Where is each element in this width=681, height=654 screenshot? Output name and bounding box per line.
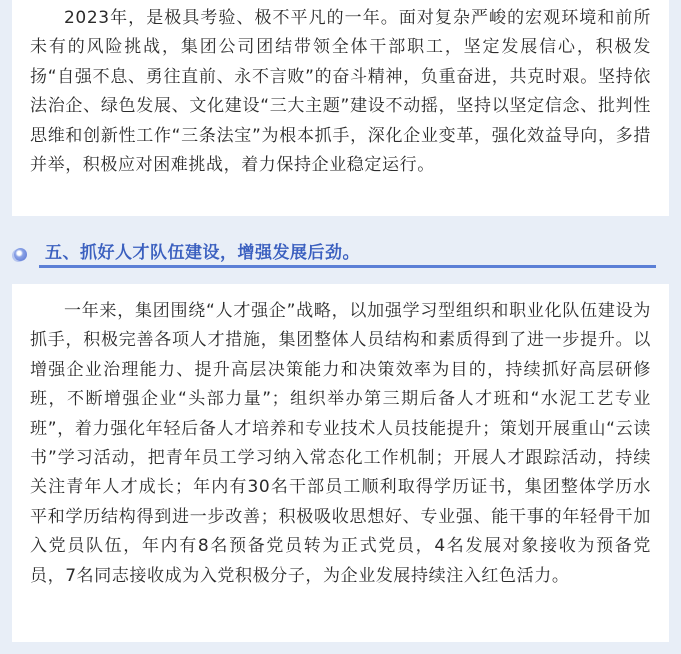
heading-underline <box>39 265 656 268</box>
intro-text-card <box>12 0 669 216</box>
talent-paragraph: 一年来，集团围绕“人才强企”战略，以加强学习型组织和职业化队伍建设为抓手，积极完善各项人才措施，集团整体人员结构和素质得到了进一步提升。以增强企业治理能力、提升高层决策能力和决策效率为目的，持续抓好高层研修班，不断增强企业“头部力量”；组织举办第三期后备人才班和“水泥工艺专业班”，着力强化年轻后备人才培养和专业技术人员技能提升；策划开展重山“云读书”学习活动，把青年员工学习纳入常态化工作机制；开展人才跟踪活动，持续关注青年人才成长；年内有30名干部员工顺利取得学历证书，集团整体学历水平和学历结构得到进一步改善；积极吸收思想好、专业强、能干事的年轻骨干加入党员队伍，年内有8名预备党员转为正式党员，4名发展对象接收为预备党员，7名同志接收成为入党积极分子，为企业发展持续注入红色活力。 <box>30 301 651 586</box>
section-heading-title: 五、抓好人才队伍建设，增强发展后劲。 <box>45 243 360 263</box>
bullet-dot-icon <box>14 248 27 261</box>
section-heading <box>14 232 668 268</box>
intro-paragraph: 2023年，是极具考验、极不平凡的一年。面对复杂严峻的宏观环境和前所未有的风险挑战，集团公司团结带领全体干部职工，坚定发展信心，积极发扬“自强不息、勇往直前、永不言败”的奋斗精神，负重奋进，共克时艰。坚持依法治企、绿色发展、文化建设“三大主题”建设不动摇，坚持以坚定信念、批判性思维和创新性工作“三条法宝”为根本抓手，深化企业变革，强化效益导向，多措并举，积极应对困难挑战，着力保持企业稳定运行。 <box>30 8 651 176</box>
talent-text-card <box>12 284 669 642</box>
